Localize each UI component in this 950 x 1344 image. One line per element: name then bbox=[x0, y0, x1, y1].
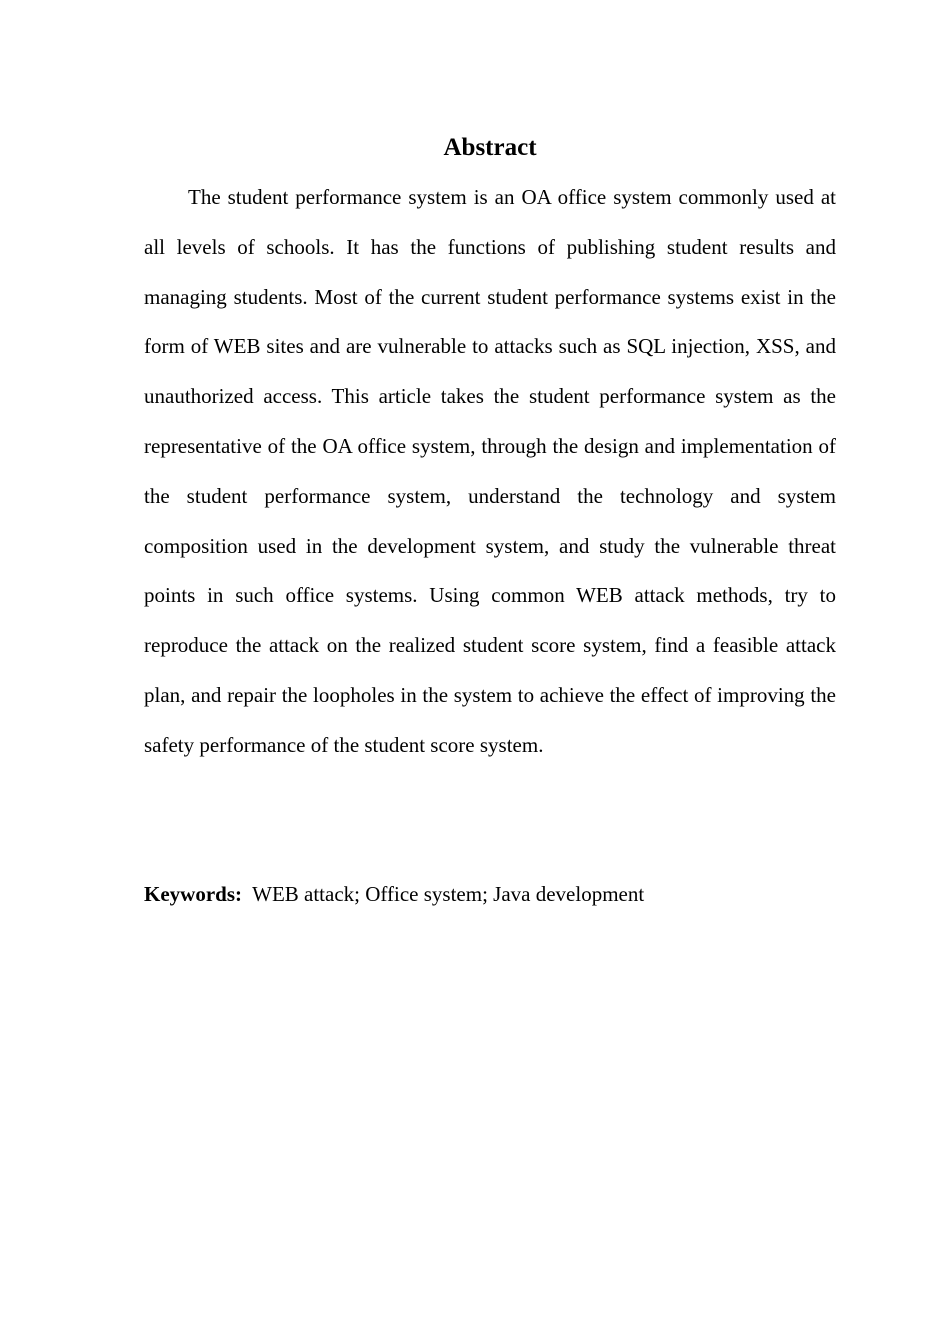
keywords-label: Keywords: bbox=[144, 882, 242, 906]
keywords-value: WEB attack; Office system; Java development bbox=[252, 882, 645, 906]
abstract-body: The student performance system is an OA office system commonly used at all levels of schools. It has the functions of publishing student results and managing students. Most of the current student performance systems exist in the form of WEB sites and are vulnerable to attacks such as SQL injection, XSS, and unauthorized access. This article takes the student performance system as the representative of the OA office system, through the design and implementation of the student performance system, understand the technology and system composition used in the development system, and study the vulnerable threat points in such office systems. Using common WEB attack methods, try to reproduce the attack on the realized student score system, find a feasible attack plan, and repair the loopholes in the system to achieve the effect of improving the safety performance of the student score system. bbox=[144, 185, 836, 757]
keywords-line bbox=[144, 870, 836, 920]
abstract-title: Abstract bbox=[443, 134, 537, 161]
